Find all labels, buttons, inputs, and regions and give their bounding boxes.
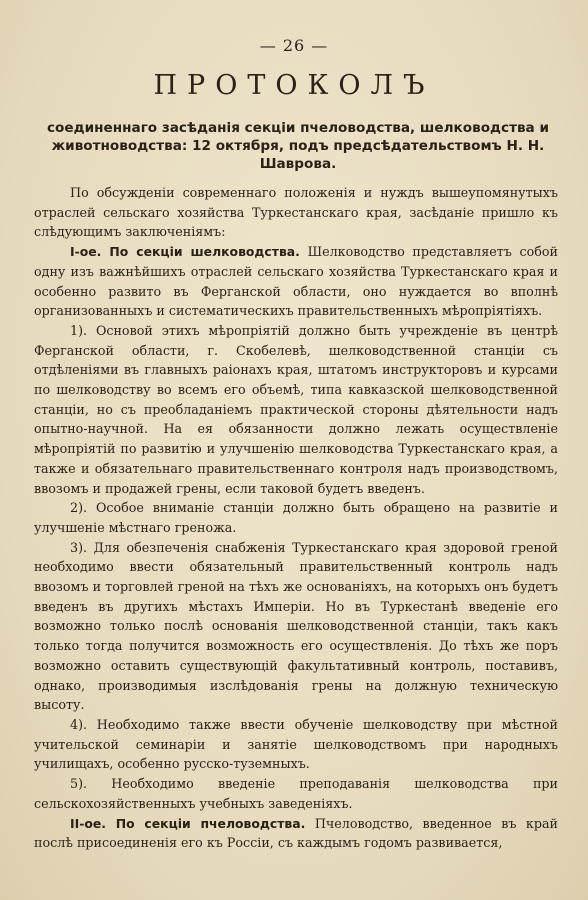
body-text [34, 183, 558, 853]
section2-text: Пчеловодство, введенное въ край послѣ присоединенія его къ Россіи, съ каждымъ годомъ развивается, [34, 815, 558, 851]
item-paragraph-1: 1). Основой этихъ мѣропріятій должно быть учрежденіе въ центрѣ Ферганской области, г. Скобелевѣ, шелководственной станціи съ отдѣленіями въ главныхъ раіонахъ края, штатомъ инструкторовъ и курсами по шелководству во всемъ его объемѣ, типа кавказской шелководственной станціи, но съ преобладаніемъ практической стороны дѣятельности надъ опытно-научной. На ея обязанности должно лежать осуществленіе мѣропріятій по развитію и улучшенію шелководства Туркестанскаго края, а также и обязательнаго правительственнаго контроля надъ производствомъ, ввозомъ и продажей грены, если таковой будетъ введенъ. [34, 322, 558, 496]
document-title: ПРОТОКОЛЪ [153, 70, 435, 101]
section1-paragraph [34, 242, 558, 321]
section2-paragraph [34, 814, 558, 853]
item-paragraph-4: 4). Необходимо также ввести обученіе шелководству при мѣстной учительской семинаріи и занятіе шелководствомъ при народныхъ училищахъ, особенно русско-туземныхъ. [34, 716, 558, 772]
item-paragraph-5: 5). Необходимо введеніе преподаванія шелководства при сельскохозяйственныхъ учебныхъ заведеніяхъ. [34, 776, 558, 811]
document-subtitle: соединеннаго засѣданія секціи пчеловодства, шелководства и животноводства: 12 октября, подъ предсѣдательствомъ Н. Н. Шаврова. [47, 120, 549, 172]
item-paragraph-3: 3). Для обезпеченія снабженія Туркестанскаго края здоровой греной необходимо ввести обязательный правительственный контроль надъ ввозомъ и торговлей греной на тѣхъ же основаніяхъ, на которыхъ онъ будетъ введенъ въ другихъ мѣстахъ Имперіи. Но въ Туркестанѣ введеніе его возможно только послѣ основанія шелководственной станціи, такъ какъ только тогда получится возможность его осуществленія. До тѣхъ же поръ возможно оставить существующій факультативный контроль, поставивъ, однако, производимыя изслѣдованія грены на должную техническую высоту. [34, 539, 558, 713]
section1-heading: І-ое. По секціи шелководства. [70, 244, 300, 260]
section2-heading: ІІ-ое. По секціи пчеловодства. [70, 815, 306, 831]
item-paragraph-2: 2). Особое вниманіе станціи должно быть обращено на развитіе и улучшеніе мѣстнаго греножа. [34, 500, 558, 535]
section1-text: Шелководство представляетъ собой одну изъ важнѣйшихъ отраслей сельскаго хозяйства Туркестанскаго края и особенно развито въ Ферганской области, оно нуждается во вполнѣ организованныхъ и систематическихъ правительственныхъ мѣропріятіяхъ. [34, 244, 558, 319]
page-number: — 26 — [259, 36, 329, 55]
intro-paragraph: По обсужденіи современнаго положенія и нуждъ вышеупомянутыхъ отраслей сельскаго хозяйства Туркестанскаго края, засѣданіе пришло къ слѣдующимъ заключеніямъ: [34, 185, 558, 240]
